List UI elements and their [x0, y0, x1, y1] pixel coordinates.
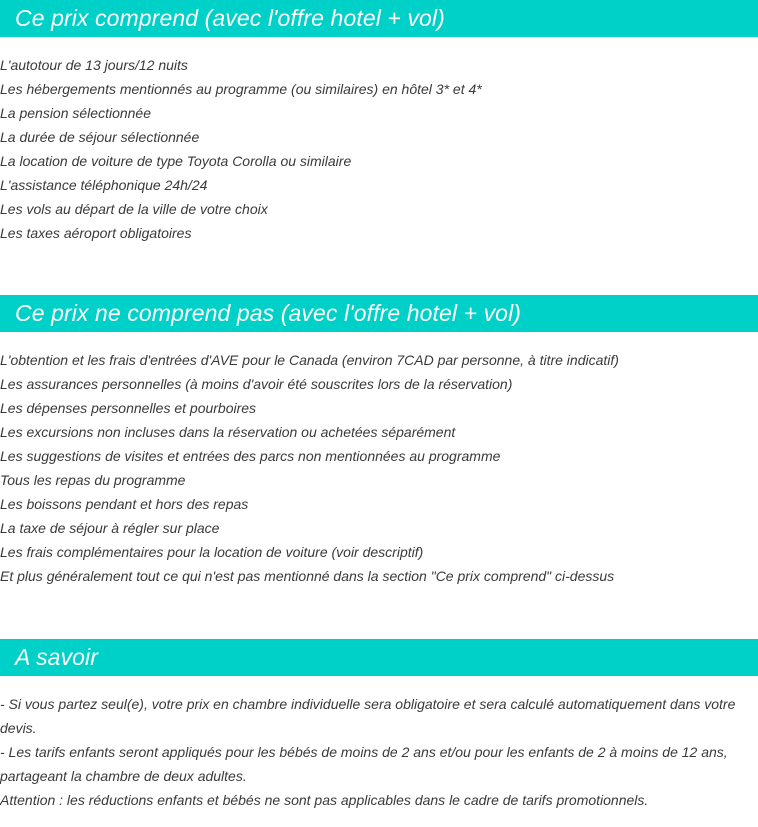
list-item: Les dépenses personnelles et pourboires — [0, 400, 257, 416]
list-item: L'assistance téléphonique 24h/24 — [0, 177, 208, 193]
spacer — [0, 245, 758, 295]
section-header-not-included — [0, 295, 758, 332]
spacer — [0, 588, 758, 639]
list-item: La location de voiture de type Toyota Corolla ou similaire — [0, 153, 352, 169]
list-item: La pension sélectionnée — [0, 105, 152, 121]
list-item: La durée de séjour sélectionnée — [0, 129, 200, 145]
section-title-included: Ce prix comprend (avec l'offre hotel + vol) — [15, 5, 445, 31]
list-item: L'autotour de 13 jours/12 nuits — [0, 57, 188, 73]
info-paragraph: - Les tarifs enfants seront appliqués pour les bébés de moins de 2 ans et/ou pour les enfants de 2 à moins de 12 ans, partageant la chambre de deux adultes. — [0, 744, 728, 784]
list-item: Les excursions non incluses dans la réservation ou achetées séparément — [0, 424, 456, 440]
list-item: Les hébergements mentionnés au programme (ou similaires) en hôtel 3* et 4* — [0, 81, 482, 97]
list-item: Et plus généralement tout ce qui n'est pas mentionné dans la section "Ce prix comprend" ci-dessus — [0, 568, 615, 584]
not-included-list — [0, 348, 758, 588]
section-title-good-to-know: A savoir — [15, 644, 99, 670]
list-item: Les taxes aéroport obligatoires — [0, 225, 192, 241]
section-header-good-to-know — [0, 639, 758, 676]
list-item: La taxe de séjour à régler sur place — [0, 520, 220, 536]
list-item: Les vols au départ de la ville de votre choix — [0, 201, 268, 217]
info-paragraph: - Si vous partez seul(e), votre prix en chambre individuelle sera obligatoire et sera calculé automatiquement dans votre devis. — [0, 696, 736, 736]
section-title-not-included: Ce prix ne comprend pas (avec l'offre hotel + vol) — [15, 300, 522, 326]
section-header-included — [0, 0, 758, 37]
list-item: Les assurances personnelles (à moins d'avoir été souscrites lors de la réservation) — [0, 376, 513, 392]
list-item: Tous les repas du programme — [0, 472, 186, 488]
included-list — [0, 53, 758, 245]
list-item: Les frais complémentaires pour la location de voiture (voir descriptif) — [0, 544, 424, 560]
list-item: Les suggestions de visites et entrées des parcs non mentionnées au programme — [0, 448, 501, 464]
info-paragraph: Attention : les réductions enfants et bébés ne sont pas applicables dans le cadre de tarifs promotionnels. — [0, 792, 649, 808]
list-item: Les boissons pendant et hors des repas — [0, 496, 249, 512]
list-item: L'obtention et les frais d'entrées d'AVE pour le Canada (environ 7CAD par personne, à titre indicatif) — [0, 352, 619, 368]
good-to-know-text — [0, 692, 758, 812]
